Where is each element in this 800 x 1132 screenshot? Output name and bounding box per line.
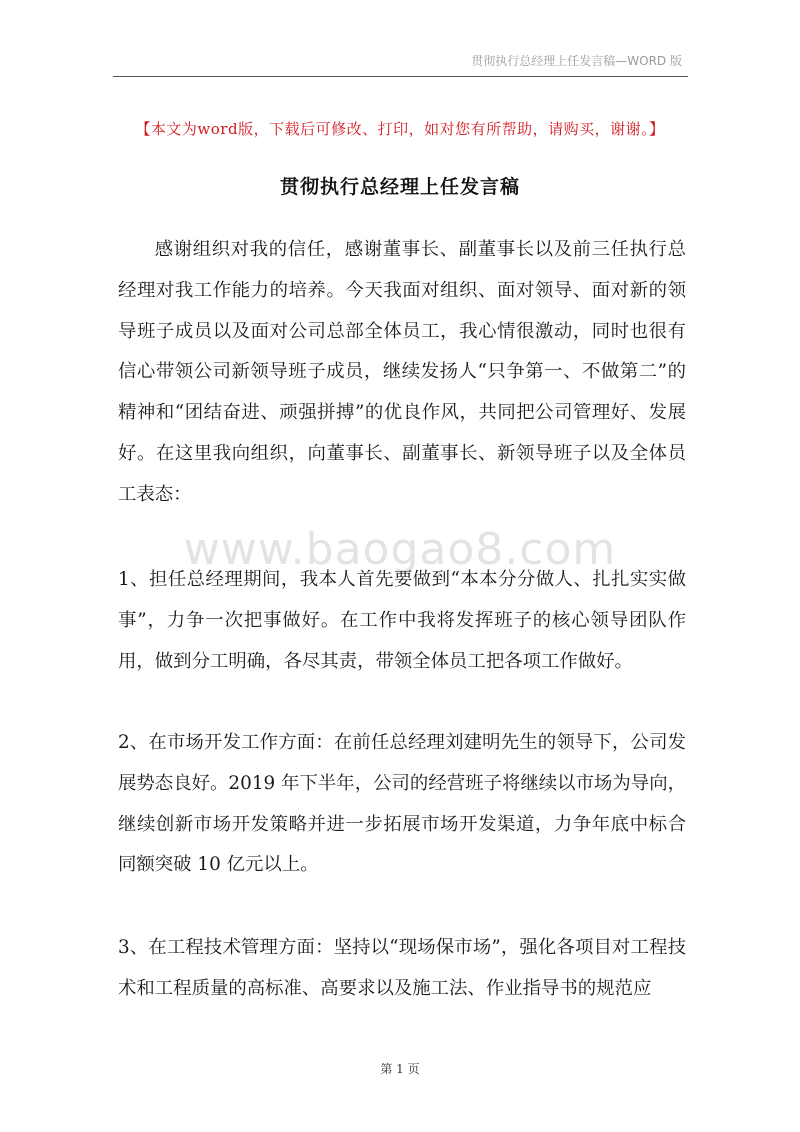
header-divider [113, 76, 688, 77]
paragraph-item-2: 2、在市场开发工作方面：在前任总经理刘建明先生的领导下，公司发展势态良好。2019 年下半年，公司的经营班子将继续以市场为导向，继续创新市场开发策略并进一步拓展市场开发渠道，力争年底中标合同额突破 10 亿元以上。 [118, 732, 686, 876]
document-title: 贯彻执行总经理上任发言稿 [279, 176, 520, 198]
paragraph-intro: 感谢组织对我的信任，感谢董事长、副董事长以及前三任执行总经理对我工作能力的培养。今天我面对组织、面对领导、面对新的领导班子成员以及面对公司总部全体员工，我心情很激动，同时也很有信心带领公司新领导班子成员，继续发扬人“只争第一、不做第二”的精神和“团结奋进、顽强拼搏”的优良作风，共同把公司管理好、发展好。在这里我向组织，向董事长、副董事长、新领导班子以及全体员工表态： [118, 239, 686, 505]
paragraph-item-1: 1、担任总经理期间，我本人首先要做到“本本分分做人、扎扎实实做事”，力争一次把事做好。在工作中我将发挥班子的核心领导团队作用，做到分工明确，各尽其责，带领全体员工把各项工作做好。 [118, 569, 686, 672]
page-number: 第 1 页 [380, 1062, 420, 1076]
watermark: www.baogao8.com [183, 524, 617, 575]
download-notice: 【本文为word版，下载后可修改、打印，如对您有所帮助，请购买，谢谢。】 [135, 120, 665, 138]
running-header: 贯彻执行总经理上任发言稿—WORD 版 [471, 54, 682, 68]
paragraph-item-3: 3、在工程技术管理方面：坚持以“现场保市场”，强化各项目对工程技术和工程质量的高标准、高要求以及施工法、作业指导书的规范应 [118, 937, 686, 999]
